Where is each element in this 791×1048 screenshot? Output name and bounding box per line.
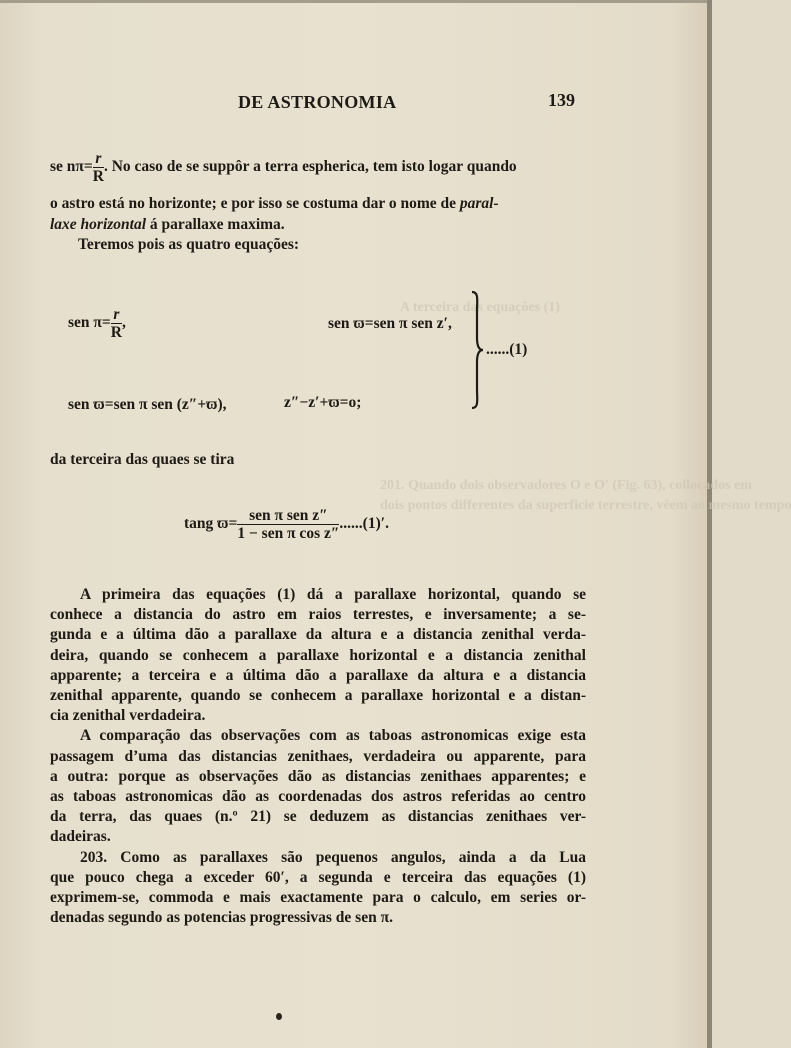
intro-line-2-text: o astro está no horizonte; e por isso se costuma dar o nome de [50, 195, 460, 212]
fraction-numerator: r [93, 150, 104, 168]
page-top-edge [0, 0, 712, 3]
bleed-through-text: 201. Quando dois observadores O e O′ (Fig. 63), collocados em [380, 478, 752, 493]
running-header-title: DE ASTRONOMIA [238, 92, 397, 112]
paragraph-3-line-2: que pouco chega a exceder 60′, a segunda e terceira das equações (1) [50, 869, 586, 886]
equation-label-1-prime: ......(1)′. [339, 515, 389, 533]
equation-fraction [237, 507, 339, 542]
paragraph-2-line-1: A comparação das observações com as taboas astronomicas exige esta [80, 727, 586, 744]
intro-line-2-italic: paral- [459, 195, 499, 212]
paragraph-1-line-3: gunda e a última dão a parallaxe da altura e a distancia zenithal verda- [50, 626, 586, 643]
paragraph-1-line-7: cia zenithal verdadeira. [50, 707, 206, 724]
paragraph-2-line-2: passagem d’uma das distancias zenithaes, verdadeira ou apparente, para [50, 748, 586, 765]
paragraph-3-line-3: exprimem-se, commoda e mais exactamente para o calculo, em series or- [50, 889, 586, 906]
fraction-numerator: sen π sen z″ [237, 507, 339, 525]
fraction-denominator: R [110, 324, 122, 341]
page-number: 139 [548, 90, 575, 110]
paragraph-2-line-5: da terra, das quaes (n.º 21) se deduzem as distancias zenithaes ver- [50, 808, 586, 825]
bleed-through-text: dois pontos differentes da superficie terrestre, vêem ao mesmo tempo [380, 498, 791, 513]
intro-line-2 [50, 194, 499, 215]
equation-lhs: tang ϖ= [184, 515, 238, 533]
page-right-edge [707, 0, 712, 1048]
paragraph-1-line-1: A primeira das equações (1) dá a parallaxe horizontal, quando se [80, 586, 586, 603]
intro-line-1-text: . No caso de se suppôr a terra espherica, tem isto logar quando [103, 158, 517, 176]
equation-sen-varpi-2: sen ϖ=sen π sen (z″+ϖ), [68, 396, 227, 413]
equation-comma: , [121, 314, 126, 332]
equation-tang-varpi [184, 507, 389, 542]
intro-line-3-text: á parallaxe maxima. [146, 216, 285, 233]
paragraph-3-line-4: denadas segundo as potencias progressivas de sen π. [50, 909, 393, 926]
curly-brace-icon [470, 290, 484, 410]
fraction-denominator: 1 − sen π cos z″ [237, 525, 340, 542]
equation-sen-pi [68, 306, 126, 341]
paragraph-3-line-1: 203. Como as parallaxes são pequenos angulos, ainda a da Lua [80, 849, 586, 866]
derived-intro: da terceira das quaes se tira [50, 451, 235, 468]
paragraph-2-line-4: as taboas astronomicas dão as coordenadas dos astros referidas ao centro [50, 788, 586, 805]
equation-fraction [111, 306, 122, 341]
term-parallaxe-horizontal: laxe horizontal [50, 216, 147, 233]
intro-formula-lhs: se nπ= [50, 158, 93, 176]
bleed-through-text: A terceira das equações (1) [400, 300, 560, 315]
intro-fraction [93, 150, 104, 185]
paragraph-1-line-4: deira, quando se conhecem a parallaxe horizontal e a distancia zenithal [50, 647, 586, 664]
fraction-numerator: r [111, 306, 122, 324]
paragraph-1-line-5: apparente; a terceira e a última dão a parallaxe da altura e a distancia [50, 667, 586, 684]
paragraph-2-line-3: a outra: porque as observações dão as distancias zenithaes apparentes; e [50, 768, 586, 785]
fraction-denominator: R [92, 168, 104, 185]
intro-line-3 [50, 215, 285, 236]
paragraph-1-line-2: conhece a distancia do astro em raios terrestes, e inversamente; a se- [50, 606, 586, 623]
paragraph-1-line-6: zenithal apparente, quando se conhecem a parallaxe horizontal e a distan- [50, 687, 586, 704]
equation-sen-varpi-1: sen ϖ=sen π sen z′, [328, 315, 452, 332]
ink-spot [276, 1013, 282, 1020]
equation-z-relation: z″−z′+ϖ=o; [284, 394, 362, 411]
equation-label-1: ......(1) [486, 341, 528, 358]
intro-line-4: Teremos pois as quatro equações: [78, 236, 300, 253]
paragraph-2-line-6: dadeiras. [50, 828, 111, 845]
intro-line-1 [50, 150, 517, 185]
equation-lhs: sen π= [68, 314, 111, 332]
